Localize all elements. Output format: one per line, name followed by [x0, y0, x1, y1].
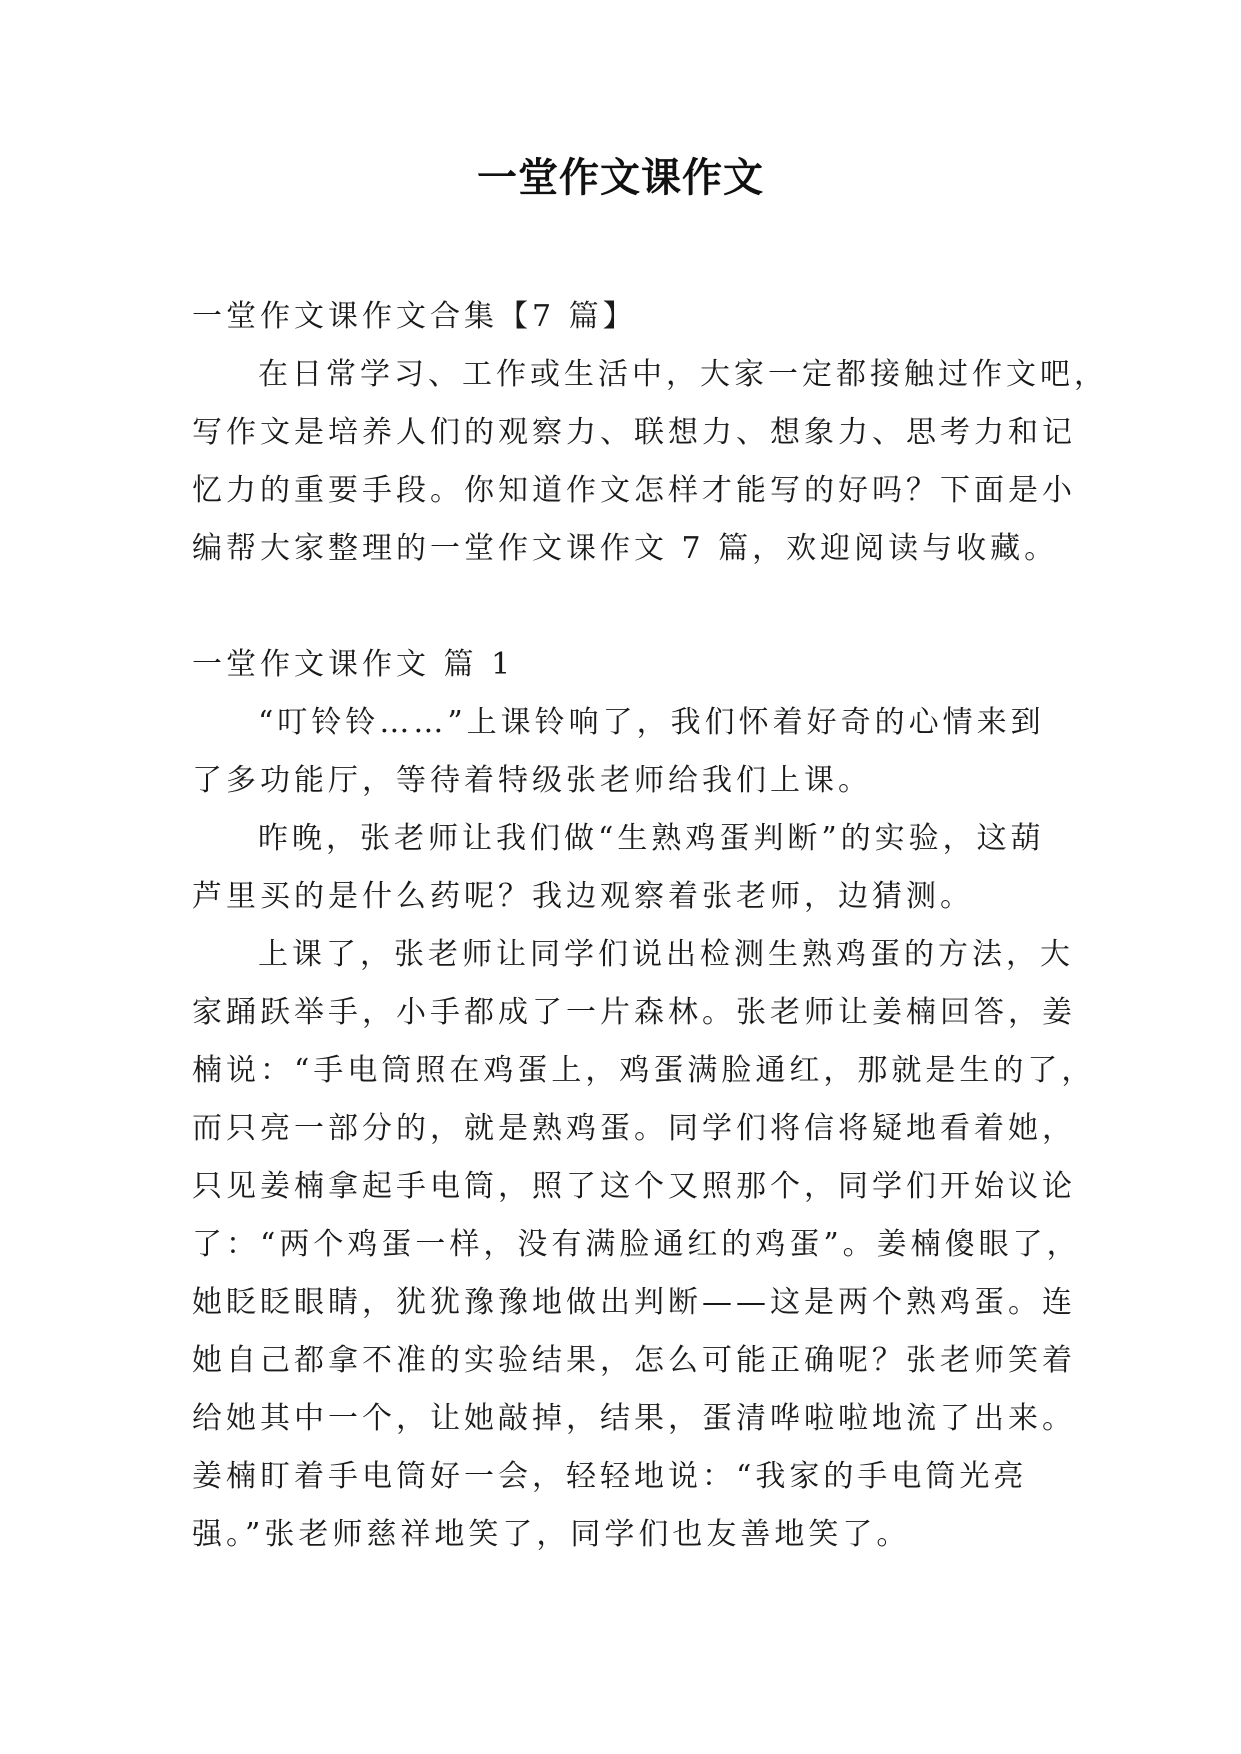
paragraph-line: 姜楠盯着手电筒好一会，轻轻地说：“我家的手电筒光亮: [192, 1459, 1028, 1494]
paragraph-line: 楠说：“手电筒照在鸡蛋上，鸡蛋满脸通红，那就是生的了，: [192, 1053, 1096, 1088]
paragraph-2: [192, 810, 1072, 926]
paragraph-line: “叮铃铃……”上课铃响了，我们怀着好奇的心情来到: [258, 705, 1045, 740]
paragraph-line: 强。”张老师慈祥地笑了，同学们也友善地笑了。: [192, 1517, 911, 1552]
paragraph-line: 昨晚，张老师让我们做“生熟鸡蛋判断”的实验，这葫: [258, 821, 1045, 856]
paragraph-line: 编帮大家整理的一堂作文课作文 7 篇，欢迎阅读与收藏。: [192, 531, 1059, 566]
paragraph-line: 只见姜楠拿起手电筒，照了这个又照那个，同学们开始议论: [192, 1169, 1076, 1204]
document-body: [192, 288, 1108, 1564]
blank-line: [192, 578, 1072, 636]
paragraph-line: 在日常学习、工作或生活中，大家一定都接触过作文吧，: [258, 357, 1108, 392]
paragraph-line: 而只亮一部分的，就是熟鸡蛋。同学们将信将疑地看着她，: [192, 1111, 1076, 1146]
paragraph-line: 忆力的重要手段。你知道作文怎样才能写的好吗？下面是小: [192, 473, 1076, 508]
paragraph-line: 了：“两个鸡蛋一样，没有满脸通红的鸡蛋”。姜楠傻眼了，: [192, 1227, 1081, 1262]
paragraph-line: 了多功能厅，等待着特级张老师给我们上课。: [192, 763, 872, 798]
paragraph-line: 写作文是培养人们的观察力、联想力、想象力、思考力和记: [192, 415, 1076, 450]
paragraph-line: 家踊跃举手，小手都成了一片森林。张老师让姜楠回答，姜: [192, 995, 1076, 1030]
paragraph-line: 芦里买的是什么药呢？我边观察着张老师，边猜测。: [192, 879, 974, 914]
paragraph-line: 她眨眨眼睛，犹犹豫豫地做出判断——这是两个熟鸡蛋。连: [192, 1285, 1076, 1320]
collection-subtitle: 一堂作文课作文合集【7 篇】: [192, 299, 637, 334]
paragraph-1: [192, 694, 1072, 810]
paragraph-3: [192, 926, 1096, 1564]
paragraph-line: 她自己都拿不准的实验结果，怎么可能正确呢？张老师笑着: [192, 1343, 1076, 1378]
paragraph-line: 给她其中一个，让她敲掉，结果，蛋清哗啦啦地流了出来。: [192, 1401, 1076, 1436]
section-heading: 一堂作文课作文 篇 1: [192, 647, 515, 682]
paragraph-line: 上课了，张老师让同学们说出检测生熟鸡蛋的方法，大: [258, 937, 1074, 972]
document-title: 一堂作文课作文: [477, 155, 764, 201]
intro-paragraph: [192, 346, 1108, 578]
